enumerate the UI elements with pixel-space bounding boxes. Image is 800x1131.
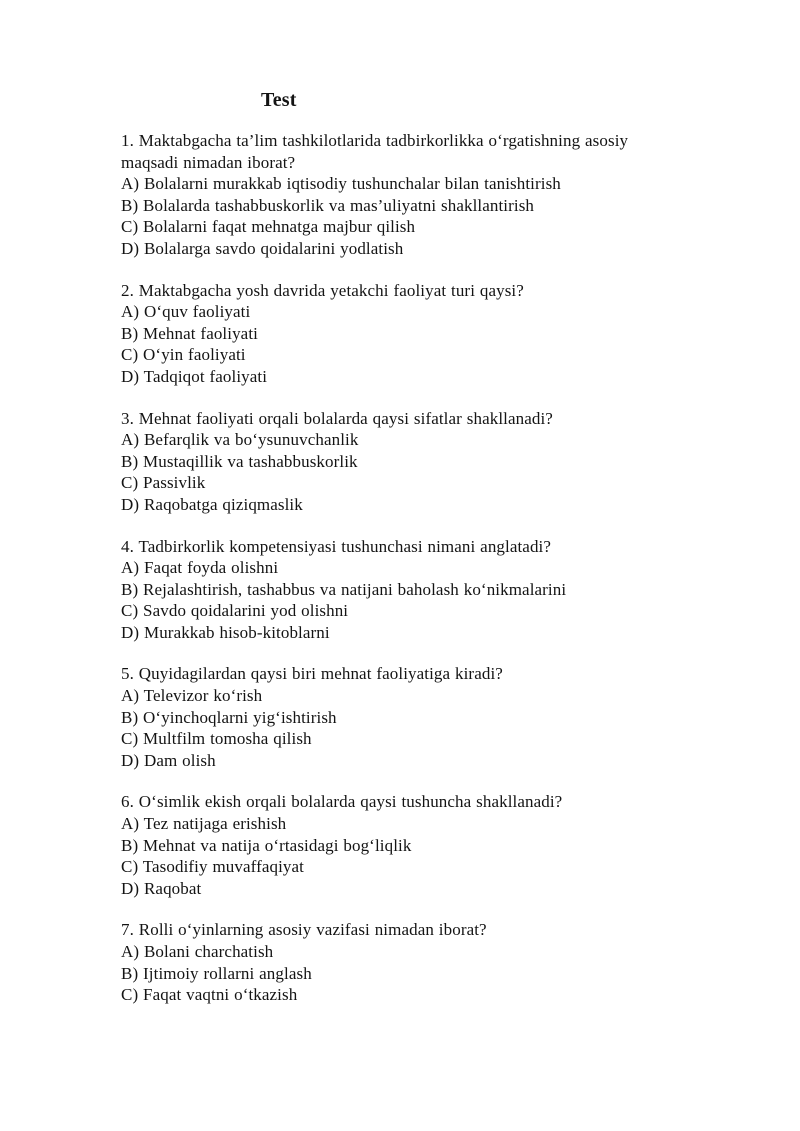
answer-option: C) Bolalarni faqat mehnatga majbur qilish <box>121 217 416 237</box>
answer-option: A) Tez natijaga erishish <box>121 814 287 834</box>
question-text: 2. Maktabgacha yosh davrida yetakchi faoliyat turi qaysi? <box>121 280 524 300</box>
answer-option: D) Raqobat <box>121 878 202 898</box>
page-title: Test <box>261 89 297 111</box>
question-block <box>121 663 690 771</box>
answer-option: B) Ijtimoiy rollarni anglash <box>121 963 312 983</box>
question-text: 6. O‘simlik ekish orqali bolalarda qaysi tushuncha shakllanadi? <box>121 792 563 812</box>
answer-option: B) Mehnat faoliyati <box>121 323 258 343</box>
question-block <box>121 919 690 1005</box>
answer-option: A) O‘quv faoliyati <box>121 302 251 322</box>
answer-option: D) Dam olish <box>121 750 216 770</box>
answer-option: A) Bolani charchatish <box>121 942 274 961</box>
answer-option: A) Befarqlik va bo‘ysunuvchanlik <box>121 430 359 450</box>
answer-option: D) Raqobatga qiziqmaslik <box>121 494 303 514</box>
answer-option: A) Televizor ko‘rish <box>121 686 263 706</box>
answer-option: B) Rejalashtirish, tashabbus va natijani baholash ko‘nikmalarini <box>121 579 567 599</box>
questions-container <box>121 130 690 1006</box>
question-block <box>121 536 690 644</box>
question-block <box>121 280 690 388</box>
question-text: 1. Maktabgacha ta’lim tashkilotlarida tadbirkorlikka o‘rgatishning asosiy maqsadi nimadan iborat? <box>121 131 629 172</box>
answer-option: C) Savdo qoidalarini yod olishni <box>121 601 349 621</box>
answer-option: B) Mehnat va natija o‘rtasidagi bog‘liqlik <box>121 835 412 855</box>
answer-option: D) Bolalarga savdo qoidalarini yodlatish <box>121 238 404 258</box>
answer-option: C) Faqat vaqtni o‘tkazish <box>121 985 298 1005</box>
answer-option: C) Multfilm tomosha qilish <box>121 729 312 749</box>
answer-option: D) Murakkab hisob-kitoblarni <box>121 622 330 642</box>
question-text: 4. Tadbirkorlik kompetensiyasi tushunchasi nimani anglatadi? <box>121 536 552 556</box>
question-text: 7. Rolli o‘yinlarning asosiy vazifasi nimadan iborat? <box>121 920 487 940</box>
answer-option: A) Faqat foyda olishni <box>121 558 279 578</box>
answer-option: B) Mustaqillik va tashabbuskorlik <box>121 451 358 471</box>
question-block <box>121 130 690 260</box>
answer-option: A) Bolalarni murakkab iqtisodiy tushunchalar bilan tanishtirish <box>121 174 561 194</box>
question-text: 5. Quyidagilardan qaysi biri mehnat faoliyatiga kiradi? <box>121 664 503 684</box>
answer-option: D) Tadqiqot faoliyati <box>121 366 268 386</box>
answer-option: C) O‘yin faoliyati <box>121 345 246 365</box>
answer-option: C) Tasodifiy muvaffaqiyat <box>121 857 304 877</box>
answer-option: B) O‘yinchoqlarni yig‘ishtirish <box>121 707 337 727</box>
question-block <box>121 791 690 899</box>
answer-option: B) Bolalarda tashabbuskorlik va mas’uliyatni shakllantirish <box>121 195 535 215</box>
question-text: 3. Mehnat faoliyati orqali bolalarda qaysi sifatlar shakllanadi? <box>121 408 553 428</box>
answer-option: C) Passivlik <box>121 473 206 493</box>
question-block <box>121 408 690 516</box>
